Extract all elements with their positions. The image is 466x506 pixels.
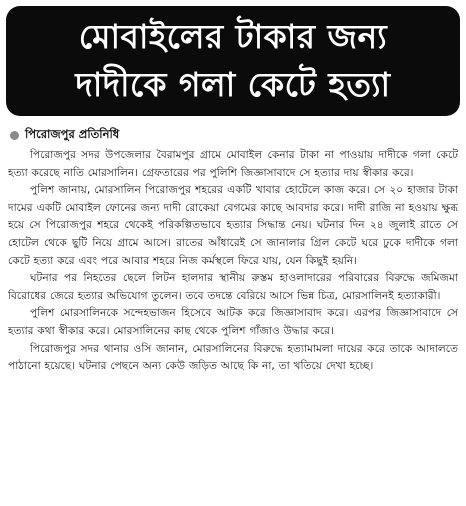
bullet-icon xyxy=(10,131,19,140)
headline-banner xyxy=(6,6,460,116)
byline xyxy=(10,127,119,143)
paragraph-5: পিরোজপুর সদর থানার ওসি জানান, মোরসালিনের বিরুদ্ধে হত্যামামলা দায়ের করে তাকে আদালতে পাঠানো হয়েছে। ঘটনার পেছনে অন্য কেউ জড়িত আছে কি না, তা খতিয়ে দেখা হচ্ছে। xyxy=(8,342,458,373)
headline-line-1: মোবাইলের টাকার জন্য xyxy=(78,17,388,56)
article-body xyxy=(8,147,458,502)
headline-line-2: দাদীকে গলা কেটে হত্যা xyxy=(75,65,391,104)
byline-text: পিরোজপুর প্রতিনিধি xyxy=(25,126,120,141)
paragraph-1: পিরোজপুর সদর উপজেলার বৈরামপুর গ্রামে মোবাইল কেনার টাকা না পাওয়ায় দাদীকে গলা কেটে হত্যা করেছে নাতি মোরসালিন। গ্রেফতারের পর পুলিশি জিজ্ঞাসাবাদে সে হত্যার দায় স্বীকার করে। xyxy=(8,149,458,179)
paragraph-4: পুলিশ মোরসালিনকে সন্দেহভাজন হিসেবে আটক করে জিজ্ঞাসাবাদ করে। এরপর জিজ্ঞাসাবাদে সে হত্যার কথা স্বীকার করে। মোরসালিনের কাছ থেকে পুলিশ গাঁজাও উদ্ধার করে। xyxy=(8,307,458,337)
paragraph-2: পুলিশ জানায়, মোরসালিন পিরোজপুর শহরের একটি খাবার হোটেলে কাজ করে। সে ২০ হাজার টাকা দামের একটি মোবাইল ফোনের জন্য দাদী রোকেয়া বেগমের কাছে আবদার করে। দাদী রাজি না হওয়ায় ক্ষুব্ধ হয়ে সে পিরোজপুর শহরে থেকেই পরিকল্পিতভাবে হত্যার সিদ্ধান্ত নেয়। ঘটনার দিন ২৪ জুলাই রাতে সে হোটেল থেকে ছুটি নিয়ে গ্রামে আসে। রাতের আঁধারেই সে জানালার গ্রিল কেটে ঘরে ঢুকে দাদীকে গলা কেটে হত্যা করে এবং পরে আবার শহরে নিজ কর্মস্থলে ফিরে যায়, যেন কিছুই হয়নি। xyxy=(8,184,458,267)
paragraph-3: ঘটনার পর নিহতের ছেলে লিটন হালদার স্থানীয় রুস্তম হাওলাদারের পরিবারের বিরুদ্ধে জমিজমা বিরোধের জেরে হত্যার অভিযোগ তুলেন। তবে তদন্তে বেরিয়ে আসে ভিন্ন চিত্র, মোরসালিনই হত্যাকারী। xyxy=(8,272,458,302)
